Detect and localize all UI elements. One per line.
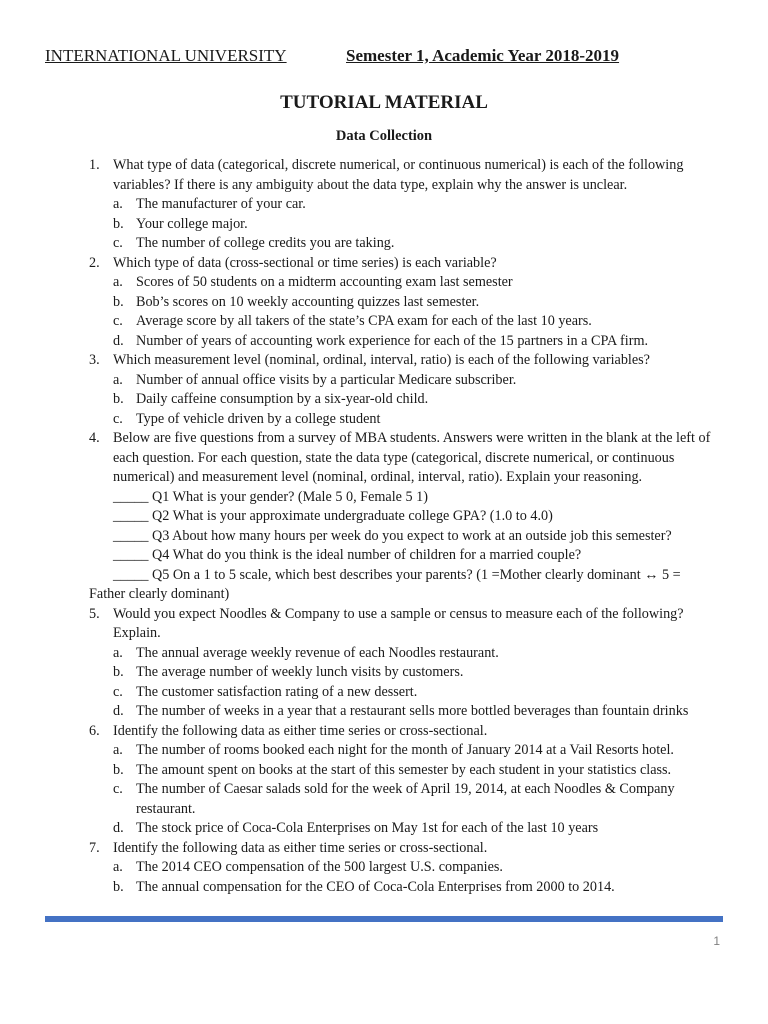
question-item <box>0 761 768 781</box>
item-text: Bob’s scores on 10 weekly accounting quizzes last semester. <box>136 293 480 310</box>
question-4 <box>0 429 768 488</box>
question-text: Below are five questions from a survey of MBA students. Answers were written in the blank at the left of each question. For each question, state the data type (categorical, discrete numerical, or continuous numerical) and measurement level (nominal, ordinal, interval, ratio). Explain your reasoning. <box>113 430 711 485</box>
semester-label: Semester 1, Academic Year 2018-2019 <box>346 46 620 65</box>
question-item <box>0 410 768 430</box>
question-item <box>0 741 768 761</box>
survey-question: _____ Q1 What is your gender? (Male 5 0, Female 5 1) <box>113 488 428 505</box>
item-text: The number of college credits you are taking. <box>136 235 395 251</box>
question-number: 7. <box>89 839 100 856</box>
item-text: The number of weeks in a year that a restaurant sells more bottled beverages than fountain drinks <box>136 703 689 719</box>
survey-question: _____ Q4 What do you think is the ideal number of children for a married couple? <box>113 547 582 563</box>
item-letter: c. <box>113 683 123 700</box>
question-item <box>0 663 768 683</box>
footer-rule <box>45 916 723 922</box>
question-item <box>0 234 768 254</box>
survey-question: _____ Q2 What is your approximate undergraduate college GPA? (1.0 to 4.0) <box>113 508 553 524</box>
item-text: The 2014 CEO compensation of the 500 largest U.S. companies. <box>136 859 503 875</box>
question-number: 5. <box>89 605 100 622</box>
question-item <box>0 371 768 391</box>
survey-question: _____ Q5 On a 1 to 5 scale, which best describes your parents? (1 =Mother clearly dominant ↔ 5 = <box>113 566 681 583</box>
question-text: Which measurement level (nominal, ordinal, interval, ratio) is each of the following variables? <box>113 352 650 368</box>
question-7 <box>0 839 768 859</box>
question-item <box>0 858 768 878</box>
question-1 <box>0 156 768 195</box>
item-text: Number of annual office visits by a particular Medicare subscriber. <box>136 371 517 388</box>
question-list <box>0 156 768 897</box>
item-letter: d. <box>113 820 124 836</box>
item-text: The stock price of Coca-Cola Enterprises on May 1st for each of the last 10 years <box>136 820 599 836</box>
item-text: Type of vehicle driven by a college student <box>136 410 381 427</box>
question-item <box>0 878 768 898</box>
item-text: The annual compensation for the CEO of Coca-Cola Enterprises from 2000 to 2014. <box>136 878 615 895</box>
page-title: TUTORIAL MATERIAL <box>280 92 488 113</box>
question-item <box>0 683 768 703</box>
item-letter: d. <box>113 703 124 719</box>
page-number: 1 <box>713 934 720 948</box>
item-letter: b. <box>113 215 124 232</box>
item-text: Daily caffeine consumption by a six-year-old child. <box>136 391 429 407</box>
question-item <box>0 702 768 722</box>
item-letter: b. <box>113 878 124 895</box>
question-number: 4. <box>89 430 100 446</box>
question-2 <box>0 254 768 274</box>
item-letter: c. <box>113 235 123 251</box>
question-item <box>0 780 768 819</box>
item-letter: c. <box>113 781 123 797</box>
university-name: INTERNATIONAL UNIVERSITY <box>45 46 287 65</box>
item-letter: d. <box>113 332 124 349</box>
item-text: Average score by all takers of the state’s CPA exam for each of the last 10 years. <box>136 313 592 329</box>
item-text: Number of years of accounting work experience for each of the 15 partners in a CPA firm. <box>136 332 649 349</box>
item-letter: a. <box>113 196 123 212</box>
item-letter: b. <box>113 664 124 680</box>
question-text: Identify the following data as either time series or cross-sectional. <box>113 839 488 856</box>
question-item <box>0 195 768 215</box>
question-number: 6. <box>89 722 100 739</box>
item-text: The amount spent on books at the start of this semester by each student in your statistics class. <box>136 761 672 778</box>
item-letter: c. <box>113 410 123 427</box>
item-letter: b. <box>113 293 124 310</box>
item-letter: a. <box>113 274 123 290</box>
question-item <box>0 332 768 352</box>
question-number: 1. <box>89 157 100 173</box>
question-item <box>0 273 768 293</box>
question-number: 3. <box>89 352 100 368</box>
item-letter: a. <box>113 742 123 758</box>
item-text: The manufacturer of your car. <box>136 196 306 212</box>
item-text: The number of rooms booked each night for the month of January 2014 at a Vail Resorts hotel. <box>136 742 674 758</box>
question-item <box>0 390 768 410</box>
document-header <box>45 46 725 70</box>
question-item <box>0 293 768 313</box>
question-item <box>0 644 768 664</box>
item-letter: b. <box>113 761 124 778</box>
item-letter: b. <box>113 391 124 407</box>
item-text: The customer satisfaction rating of a new dessert. <box>136 683 418 700</box>
question-item <box>0 215 768 235</box>
question-text: Identify the following data as either time series or cross-sectional. <box>113 722 488 739</box>
item-text: Scores of 50 students on a midterm accounting exam last semester <box>136 274 513 290</box>
question-text: Which type of data (cross-sectional or time series) is each variable? <box>113 254 497 271</box>
question-text: Would you expect Noodles & Company to use a sample or census to measure each of the following? Explain. <box>113 605 684 641</box>
item-letter: a. <box>113 859 123 875</box>
page-subtitle: Data Collection <box>335 128 433 144</box>
survey-question-continuation: Father clearly dominant) <box>89 586 230 602</box>
item-letter: a. <box>113 644 123 661</box>
question-item <box>0 312 768 332</box>
question-text: What type of data (categorical, discrete numerical, or continuous numerical) is each of the following variables? If there is any ambiguity about the data type, explain why the answer is unclear. <box>113 157 684 193</box>
question-item <box>0 819 768 839</box>
item-text: The average number of weekly lunch visits by customers. <box>136 664 464 680</box>
item-text: The number of Caesar salads sold for the week of April 19, 2014, at each Noodles & Company restaurant. <box>136 781 675 817</box>
question-number: 2. <box>89 254 100 271</box>
item-letter: a. <box>113 371 123 388</box>
survey-question: _____ Q3 About how many hours per week do you expect to work at an outside job this semester? <box>113 527 672 544</box>
question-6 <box>0 722 768 742</box>
item-letter: c. <box>113 313 123 329</box>
question-5 <box>0 605 768 644</box>
item-text: The annual average weekly revenue of each Noodles restaurant. <box>136 644 499 661</box>
item-text: Your college major. <box>136 215 248 232</box>
question-3 <box>0 351 768 371</box>
